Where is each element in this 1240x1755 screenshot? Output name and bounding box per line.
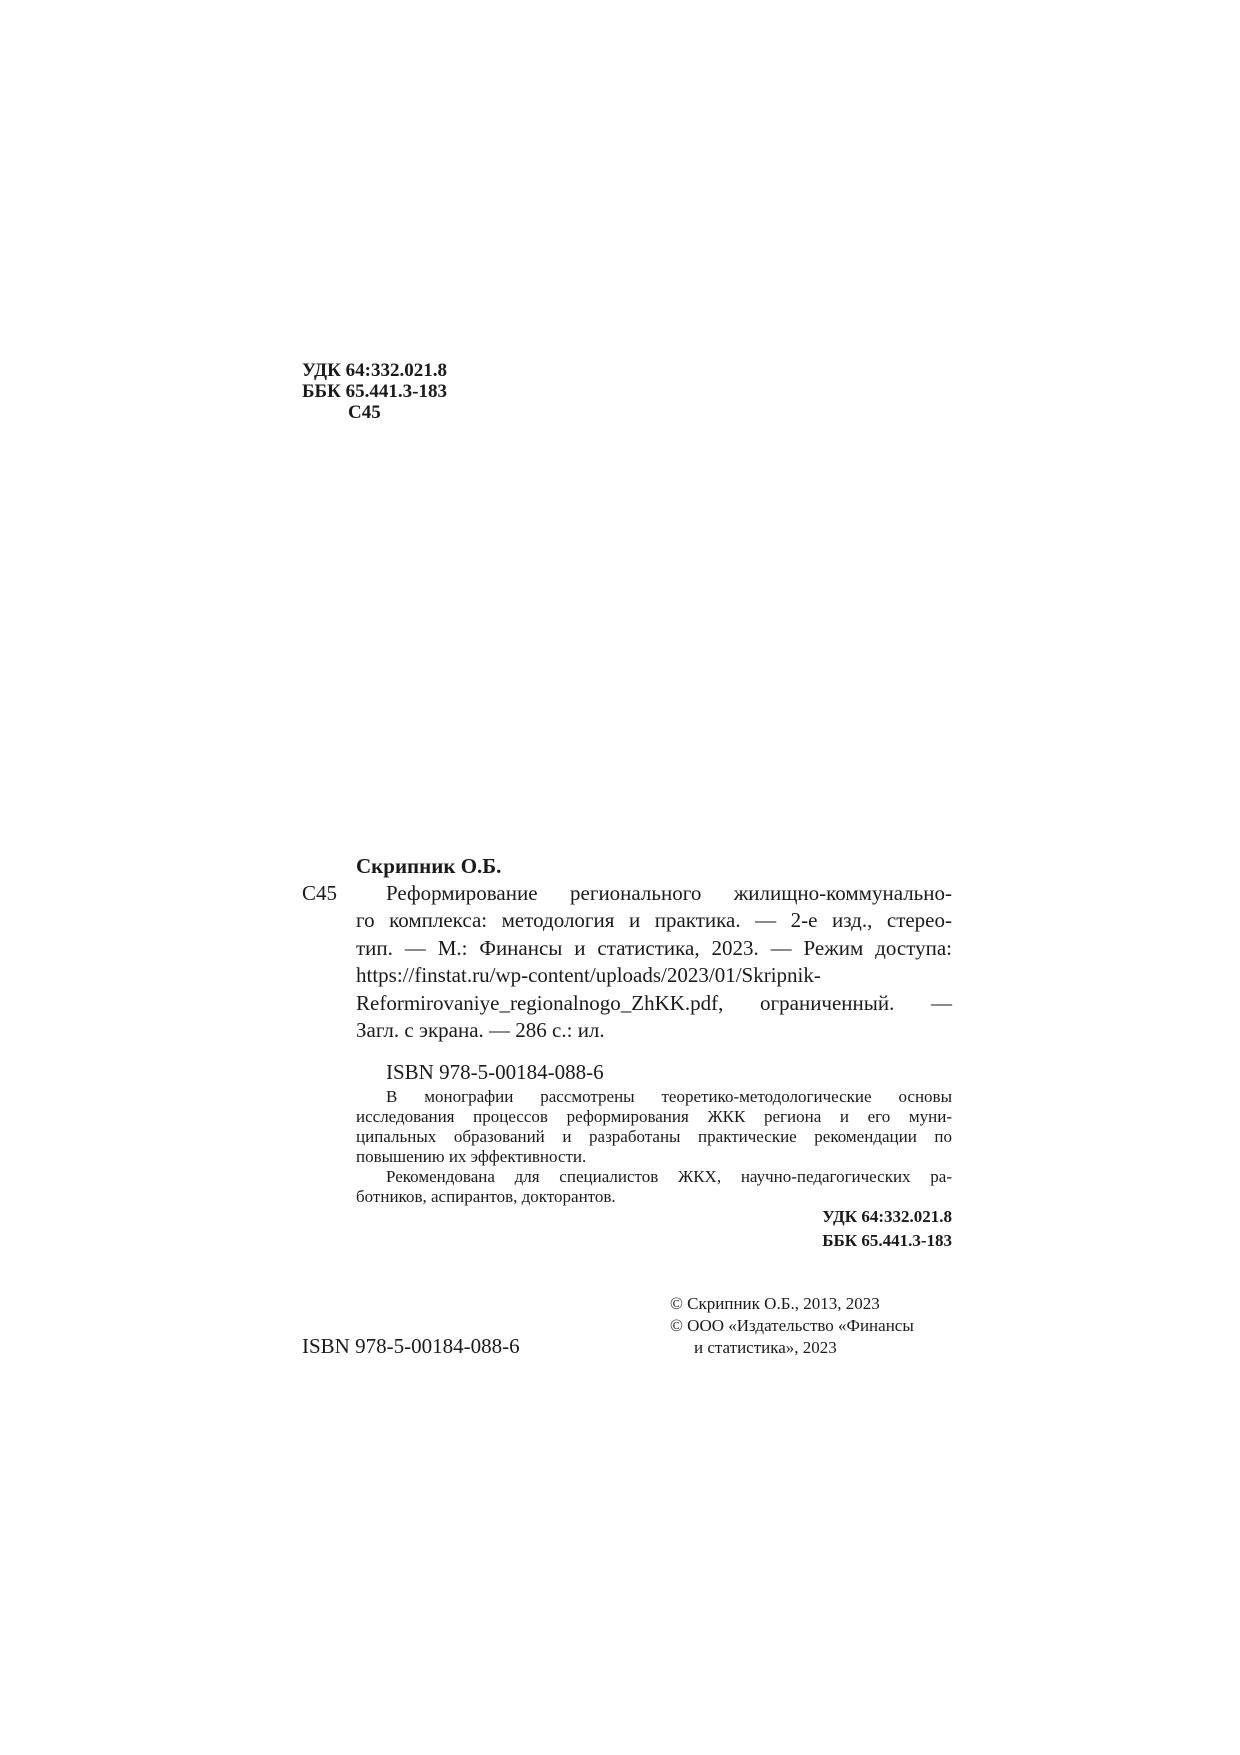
author-name: Скрипник О.Б. [356,854,502,878]
top-classification-block [302,360,447,423]
annotation-line: ботников, аспирантов, докторантов. [356,1187,616,1206]
bottom-bbk-code: ББК 65.441.3-183 [822,1231,952,1250]
copyright-author: © Скрипник О.Б., 2013, 2023 [670,1294,880,1313]
isbn-main: ISBN 978-5-00184-088-6 [386,1060,604,1084]
annotation [356,1087,952,1207]
bottom-udk-code: УДК 64:332.021.8 [822,1207,952,1226]
copyright-block [670,1293,914,1359]
bibliographic-description [356,880,952,1044]
annotation-line: ципальных образований и разработаны практические рекомендации по [356,1127,952,1146]
annotation-line: В монографии рассмотрены теоретико-методологические основы [386,1087,952,1106]
bottom-classification-block [822,1205,952,1253]
bib-line: Reformirovaniye_regionalnogo_ZhKK.pdf, ограниченный. — [356,990,952,1015]
top-cutter-code: С45 [348,402,381,423]
bib-line: тип. — М.: Финансы и статистика, 2023. — Режим доступа: [356,935,952,960]
bib-line: Загл. с экрана. — 286 с.: ил. [356,1018,605,1043]
cutter-code: С45 [302,881,338,905]
annotation-line: Рекомендована для специалистов ЖКХ, научно-педагогических ра- [386,1167,952,1186]
copyright-publisher: © ООО «Издательство «Финансы [670,1316,914,1335]
copyright-publisher-cont: и статистика», 2023 [694,1338,837,1357]
annotation-line: повышению их эффективности. [356,1147,587,1166]
isbn-bottom: ISBN 978-5-00184-088-6 [302,1334,520,1358]
bib-line: Реформирование регионального жилищно-коммунально- [386,881,952,905]
bib-line: https://finstat.ru/wp-content/uploads/2023/01/Skripnik- [356,963,821,988]
annotation-line: исследования процессов реформирования ЖКК региона и его муни- [356,1107,952,1126]
top-bbk-code: ББК 65.441.3-183 [302,381,447,402]
top-udk-code: УДК 64:332.021.8 [302,360,447,381]
bib-line: го комплекса: методология и практика. — 2-е изд., стерео- [356,908,952,933]
